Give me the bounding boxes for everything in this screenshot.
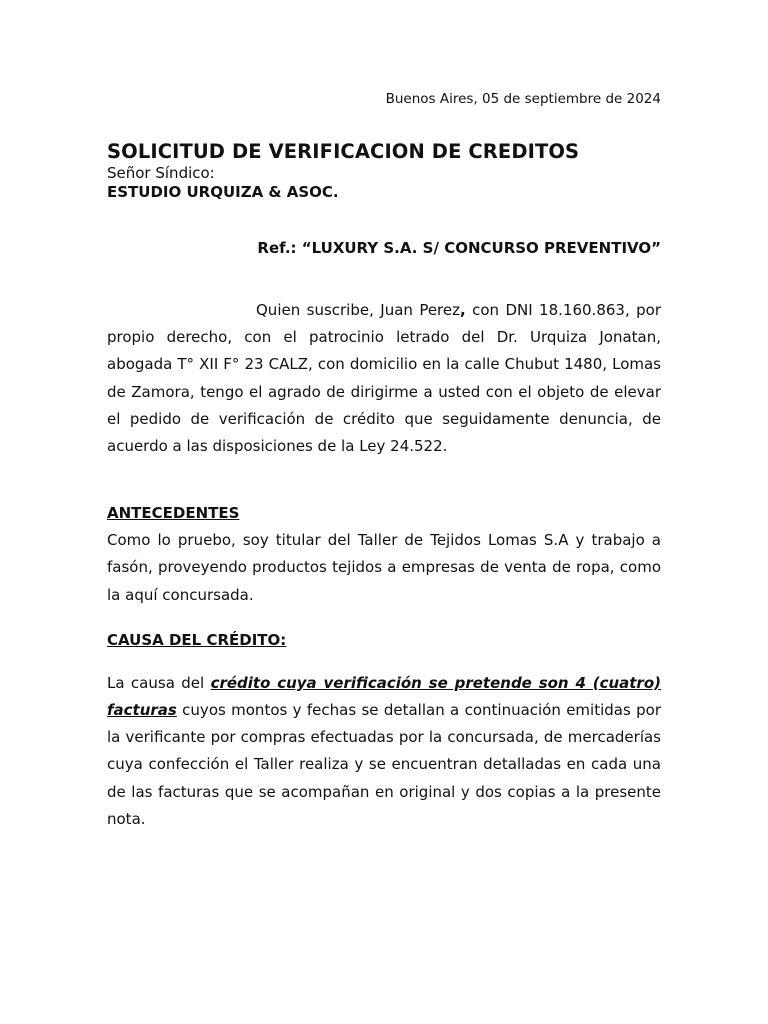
addressee-salutation: Señor Síndico: [107,164,215,182]
causa-text-rest: cuyos montos y fechas se detallan a continuación emitidas por la verificante por compras efectuadas por la concursada, de mercaderías cuya confección el Taller realiza y se encuentran detalladas en cada una de las facturas que se acompañan en original y dos copias a la presente nota. [107,701,661,828]
causa-text-emphasis: crédito cuya verificación se pretende son 4 (cuatro) facturas [107,673,661,720]
causa-heading: CAUSA DEL CRÉDITO: [107,630,287,649]
causa-text-lead: La causa del [107,673,211,692]
date-line: Buenos Aires, 05 de septiembre de 2024 [385,91,661,107]
intro-text-part1: Quien suscribe, Juan Perez [256,301,460,319]
antecedentes-heading: ANTECEDENTES [107,504,240,523]
intro-text-part2: con DNI 18.160.863, por propio derecho, con el patrocinio letrado del Dr. Urquiza Jonatan, abogada T° XII F° 23 CALZ, con domicilio en la calle Chubut 1480, Lomas de Zamora, tengo el agrado de dirigirme a usted con el objeto de elevar el pedido de verificación de crédito que seguidamente denuncia, de acuerdo a las disposiciones de la Ley 24.522. [107,301,661,456]
antecedentes-paragraph: Como lo pruebo, soy titular del Taller de Tejidos Lomas S.A y trabajo a fasón, proveyendo productos tejidos a empresas de venta de ropa, como la aquí concursada. [107,531,661,604]
causa-paragraph [107,670,661,833]
addressee-firm: ESTUDIO URQUIZA & ASOC. [107,183,339,201]
reference-line: Ref.: “LUXURY S.A. S/ CONCURSO PREVENTIVO” [257,239,661,257]
intro-paragraph [107,297,661,460]
document-page [107,88,661,833]
document-title: SOLICITUD DE VERIFICACION DE CREDITOS [107,140,580,163]
intro-bold-comma: , [460,301,466,319]
